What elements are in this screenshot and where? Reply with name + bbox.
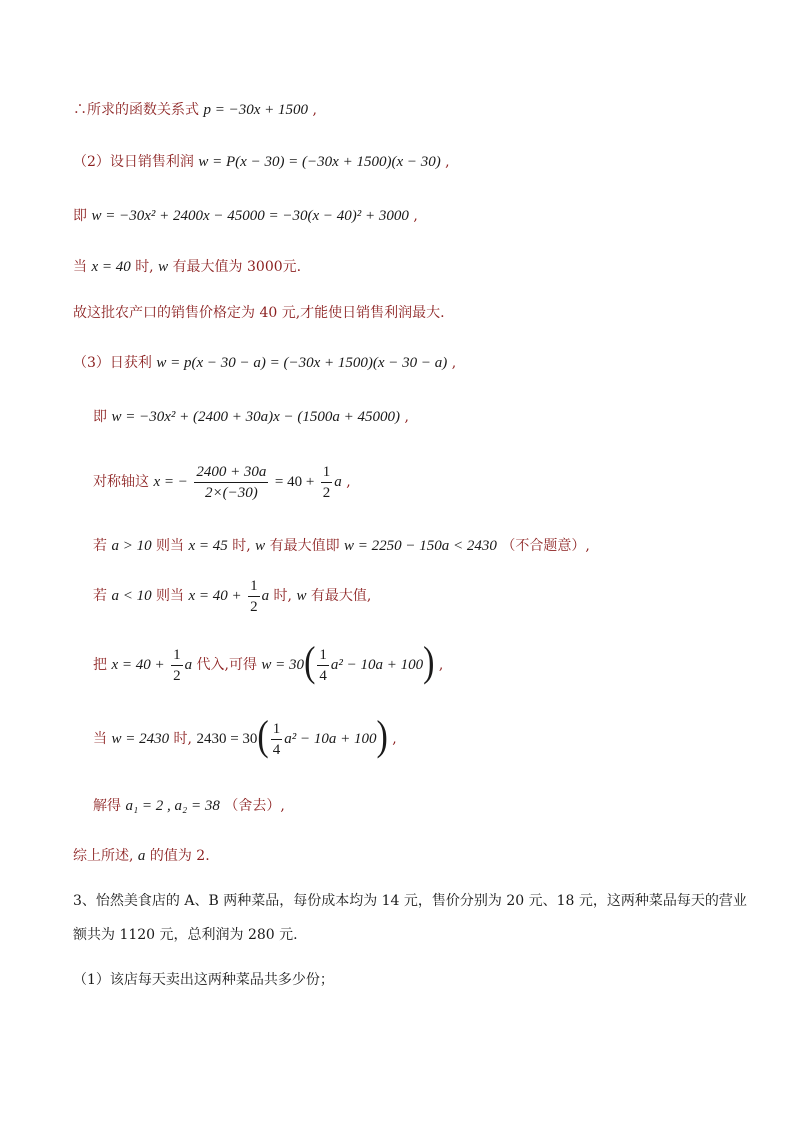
text-segment: 综上所述, — [73, 848, 134, 864]
text-segment: 3、怡然美食店的 A、B 两种菜品，每份成本均为 14 元，售价分别为 20 元、18 元，这两种菜品每天的营业 — [73, 893, 747, 909]
math-expression: w = −30x² + 2400x − 45000 = −30(x − 40)² + 3000 — [91, 208, 409, 224]
text-segment: 时, — [173, 731, 192, 747]
solution-line-7 — [93, 408, 409, 426]
math-variable: w — [255, 538, 266, 554]
fraction-numerator: 1 — [321, 462, 333, 483]
math-expression: x = 40 + — [188, 588, 242, 604]
text-segment: 有最大值即 — [269, 538, 340, 554]
math-expression: x = 40 — [91, 259, 131, 275]
math-variable: w — [296, 588, 307, 604]
solution-line-8 — [93, 460, 351, 504]
right-paren: ) — [423, 639, 435, 686]
fraction-denominator: 4 — [272, 741, 281, 758]
solution-line-6 — [73, 354, 456, 372]
fraction — [321, 462, 333, 503]
fraction-numerator: 1 — [271, 719, 283, 740]
punctuation: , — [404, 409, 409, 425]
text-segment: 额共为 1120 元，总利润为 280 元. — [73, 927, 298, 943]
solution-line-12 — [93, 715, 397, 763]
text-segment: 时, — [232, 538, 251, 554]
text-segment: 若 — [93, 588, 107, 604]
math-variable: w — [158, 259, 169, 275]
fraction-denominator: 2 — [322, 484, 331, 501]
text-segment: （不合题意）, — [501, 538, 590, 554]
text-segment: 解得 — [93, 798, 121, 814]
fraction — [271, 719, 283, 760]
punctuation: , — [445, 154, 450, 170]
math-expression: w = −30x² + (2400 + 30a)x − (1500a + 45000) — [111, 409, 400, 425]
text-segment: 的值为 2. — [149, 848, 210, 864]
math-expression: a² − 10a + 100 — [330, 657, 424, 673]
punctuation: , — [438, 657, 444, 673]
punctuation: , — [346, 474, 351, 490]
math-expression: p = −30x + 1500 — [203, 102, 308, 118]
solution-line-11 — [93, 641, 443, 689]
text-segment: ∴所求的函数关系式 — [73, 102, 199, 118]
math-expression: a < 10 — [111, 588, 152, 604]
math-expression: w = P(x − 30) = (−30x + 1500)(x − 30) — [198, 154, 441, 170]
math-expression: a² − 10a + 100 — [284, 731, 377, 747]
text-segment: 对称轴这 — [93, 474, 149, 490]
math-expression: w = 2430 — [111, 731, 170, 747]
fraction-denominator: 4 — [319, 667, 327, 684]
math-variable: a — [184, 657, 193, 673]
text-segment: （舍去）, — [224, 798, 285, 814]
text-segment: 把 — [93, 657, 107, 673]
text-segment: 时, — [273, 588, 292, 604]
left-paren: ( — [304, 639, 316, 686]
solution-line-9 — [93, 537, 590, 555]
math-expression: w = 2250 − 150a < 2430 — [344, 538, 497, 554]
math-expression: w = 30 — [261, 657, 305, 673]
solution-line-10 — [93, 574, 371, 618]
solution-line-14 — [73, 847, 210, 865]
question-3-line-1 — [73, 892, 747, 910]
math-expression: 2430 = 30 — [196, 731, 258, 747]
fraction-denominator: 2 — [250, 598, 258, 615]
text-segment: 当 — [93, 731, 107, 747]
text-segment: 有最大值, — [310, 588, 372, 604]
fraction — [171, 645, 183, 686]
math-expression: x = − — [153, 474, 188, 490]
text-segment: 则当 — [156, 538, 185, 554]
fraction-numerator: 1 — [248, 576, 260, 597]
solution-line-3 — [73, 207, 418, 225]
math-variable: a — [334, 474, 342, 490]
math-expression: w = p(x − 30 − a) = (−30x + 1500)(x − 30 − a) — [156, 355, 448, 371]
fraction-numerator: 2400 + 30a — [194, 462, 268, 483]
fraction — [194, 462, 268, 503]
solution-line-2 — [73, 153, 450, 171]
fraction-numerator: 1 — [171, 645, 183, 666]
text-segment: 若 — [93, 538, 107, 554]
fraction — [317, 645, 329, 686]
math-expression: x = 45 — [188, 538, 228, 554]
fraction — [248, 576, 260, 617]
text-segment: 代入,可得 — [196, 657, 257, 673]
text-segment: 即 — [73, 208, 87, 224]
solution-line-1 — [73, 101, 317, 119]
text-segment: （2）设日销售利润 — [73, 154, 194, 170]
solution-line-4 — [73, 258, 301, 276]
punctuation: , — [392, 731, 397, 747]
fraction-numerator: 1 — [317, 645, 329, 666]
math-variable: a — [137, 848, 146, 864]
fraction-denominator: 2 — [173, 667, 181, 684]
math-variable: a — [261, 588, 270, 604]
question-3-line-2 — [73, 926, 298, 944]
punctuation: , — [451, 355, 457, 371]
text-segment: （1）该店每天卖出这两种菜品共多少份； — [73, 972, 334, 988]
punctuation: , — [413, 208, 418, 224]
text-segment: 则当 — [156, 588, 185, 604]
solution-line-5 — [73, 304, 445, 322]
question-3-part-1 — [73, 971, 334, 989]
fraction-denominator: 2×(−30) — [205, 484, 258, 501]
math-expression: = 40 + — [274, 474, 315, 490]
text-segment: 时, — [135, 259, 154, 275]
math-expression: a₁ = 2 , a₂ = 38 — [125, 798, 220, 814]
text-segment: 即 — [93, 409, 107, 425]
math-expression: x = 40 + — [111, 657, 165, 673]
text-segment: （3）日获利 — [73, 355, 152, 371]
text-segment: 有最大值为 3000元. — [172, 259, 302, 275]
math-expression: a > 10 — [111, 538, 152, 554]
text-segment: 当 — [73, 259, 87, 275]
left-paren: ( — [257, 713, 269, 760]
punctuation: , — [312, 102, 317, 118]
solution-line-13 — [93, 797, 285, 815]
text-segment: 故这批农产口的销售价格定为 40 元,才能使日销售利润最大. — [73, 305, 445, 321]
right-paren: ) — [376, 713, 388, 760]
